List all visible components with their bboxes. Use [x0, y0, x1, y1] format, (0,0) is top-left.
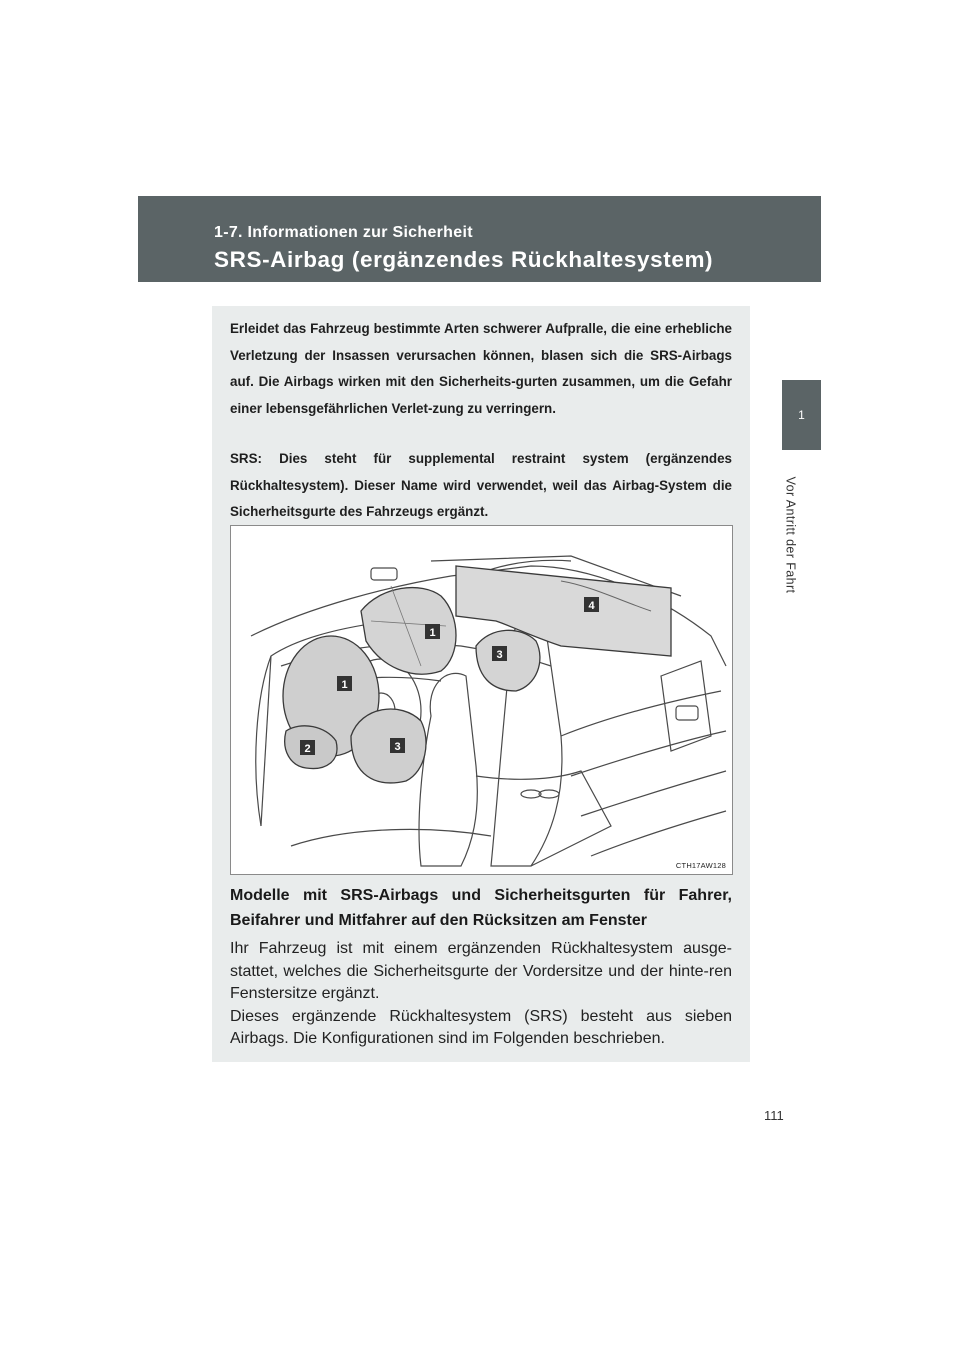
svg-text:3: 3: [496, 649, 503, 661]
body-paragraph-1: Ihr Fahrzeug ist mit einem ergänzenden Rückhaltesystem ausge-stattet, welches die Sicherheitsgurte der Vordersitze und der hinte-ren Fenstersitze ergänzt.: [230, 940, 732, 1003]
car-interior-drawing: [231, 526, 732, 874]
chapter-title-vertical: [770, 470, 810, 600]
page-title: SRS-Airbag (ergänzendes Rückhaltesystem): [214, 247, 714, 272]
callout-4-curtain: [584, 597, 599, 612]
section-subheading: Modelle mit SRS-Airbags und Sicherheitsgurten für Fahrer, Beifahrer und Mitfahrer auf den Rücksitzen am Fenster: [230, 887, 732, 929]
svg-text:4: 4: [588, 600, 595, 612]
callout-1-driver: [337, 676, 352, 691]
chapter-number: 1: [798, 408, 805, 422]
body-text: [230, 938, 732, 1051]
figure-code: CTH17AW128: [675, 861, 726, 870]
chapter-header: [138, 196, 821, 282]
callout-1-passenger: [425, 624, 440, 639]
airbag-illustration: [230, 525, 733, 875]
callout-3-rear-side: [492, 646, 507, 661]
svg-text:1: 1: [429, 627, 436, 639]
svg-text:2: 2: [304, 743, 311, 755]
content-box: [212, 306, 750, 1062]
svg-text:3: 3: [394, 741, 401, 753]
callout-3-front-side: [390, 738, 405, 753]
srs-definition-paragraph: SRS: Dies steht für supplemental restraint system (ergänzendes Rückhaltesystem). Dieser Name wird verwendet, weil das Airbag-System die Sicherheitsgurte des Fahrzeugs ergänzt.: [230, 451, 732, 519]
svg-text:1: 1: [341, 679, 348, 691]
intro-paragraph: Erleidet das Fahrzeug bestimmte Arten schwerer Aufpralle, die eine erhebliche Verletzung der Insassen verursachen können, blasen sich die SRS-Airbags auf. Die Airbags wirken mit den Sicherheits-gurten zusammen, um die Gefahr einer lebensgefährlichen Verlet-zung zu verringern.: [230, 321, 732, 416]
page-number: 111: [764, 1108, 784, 1123]
chapter-tab[interactable]: [782, 380, 821, 450]
callout-2-knee: [300, 740, 315, 755]
section-label: 1-7. Informationen zur Sicherheit: [214, 224, 473, 241]
chapter-title: Vor Antritt der Fahrt: [783, 476, 797, 594]
body-paragraph-2: Dieses ergänzende Rückhaltesystem (SRS) besteht aus sieben Airbags. Die Konfigurationen sind im Folgenden beschrieben.: [230, 1007, 732, 1048]
